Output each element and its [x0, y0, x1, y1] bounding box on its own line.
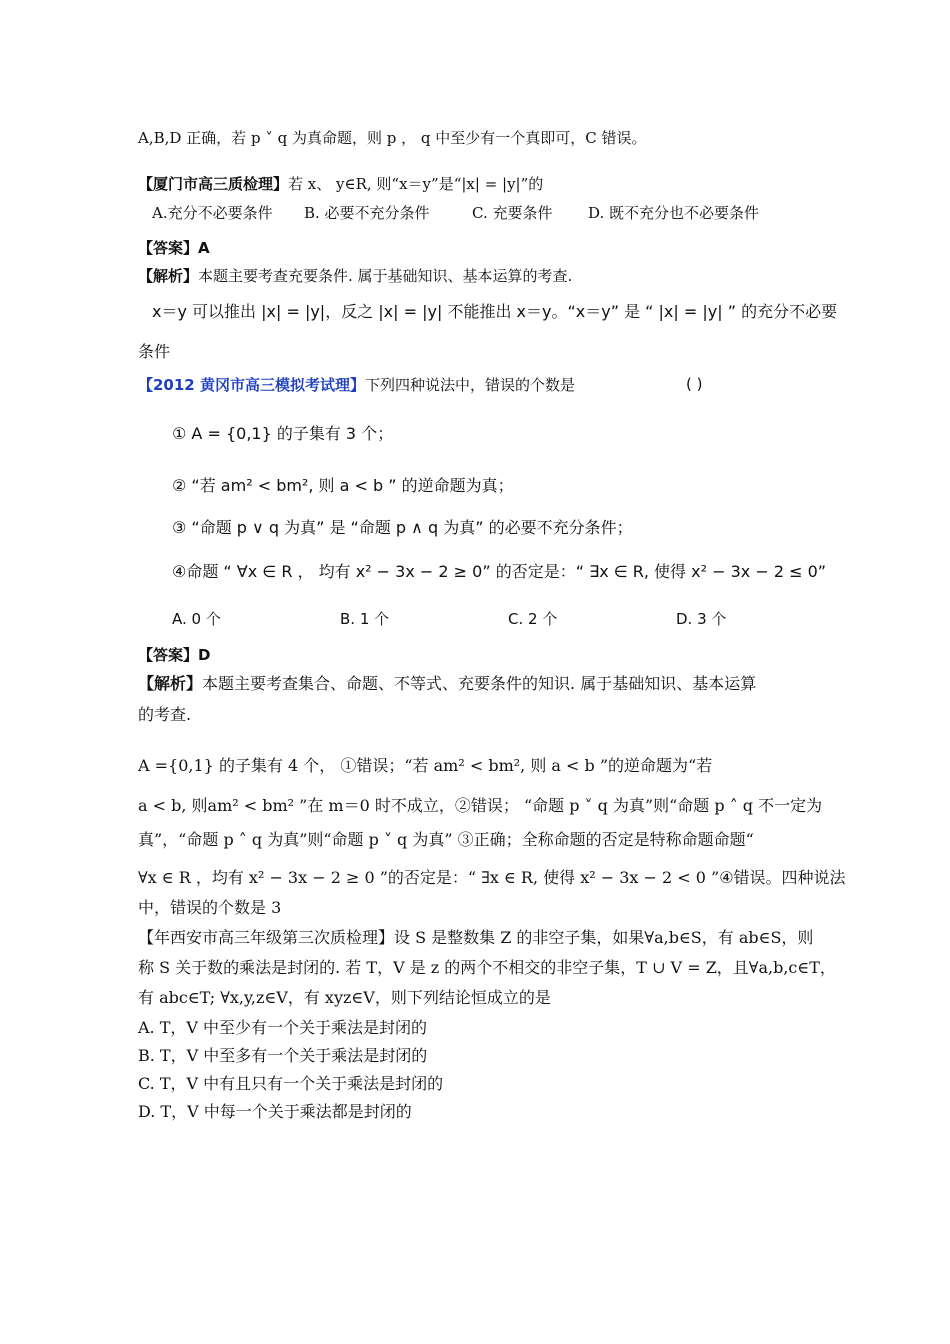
question-text: 下列四种说法中，错误的个数是 — [364, 376, 575, 394]
text-line: A,B,D 正确，若 p ˅ q 为真命题，则 p ， q 中至少有一个真即可，C 错误。 — [138, 129, 647, 147]
statement-2: ② “若 am² < bm², 则 a < b ” 的逆命题为真； — [172, 476, 514, 495]
answer-line — [138, 645, 210, 665]
option-b: B. T，V 中至多有一个关于乘法是封闭的 — [138, 1046, 428, 1065]
analysis-label: 【解析】 — [138, 674, 203, 693]
analysis-text: 本题主要考查集合、命题、不等式、充要条件的知识. 属于基础知识、基本运算 — [202, 674, 757, 693]
question-source: 【厦门市高三质检理】 — [138, 175, 289, 193]
analysis-line — [138, 266, 572, 286]
answer-value: A — [198, 239, 210, 257]
answer-label: 【答案】 — [138, 239, 199, 257]
option-c: C. T，V 中有且只有一个关于乘法是封闭的 — [138, 1074, 444, 1093]
analysis-text: x＝y 可以推出 |x| = |y|，反之 |x| = |y| 不能推出 x＝y。“x＝y” 是 “ |x| = |y| ” 的充分不必要 — [152, 302, 838, 321]
analysis-text: 中，错误的个数是 3 — [138, 898, 282, 917]
option-d: D. 既不充分也不必要条件 — [588, 204, 760, 222]
question-3-stem: 称 S 关于数的乘法是封闭的. 若 T，V 是 z 的两个不相交的非空子集，T ∪ V = Z，且∀a,b,c∈T， — [138, 958, 836, 977]
option-a: A. 0 个 — [172, 610, 221, 628]
analysis-label: 【解析】 — [138, 267, 199, 285]
question-3-stem: 有 abc∈T; ∀x,y,z∈V，有 xyz∈V，则下列结论恒成立的是 — [138, 988, 551, 1007]
option-d: D. T，V 中每一个关于乘法都是封闭的 — [138, 1102, 412, 1121]
option-b: B. 1 个 — [340, 610, 390, 628]
question-2-stem — [138, 375, 575, 395]
statement-1: ① A = {0,1} 的子集有 3 个； — [172, 424, 394, 443]
question-source: 【2012 黄冈市高三模拟考试理】 — [138, 376, 365, 394]
question-text: 若 x、 y∈R, 则“x＝y”是“|x| = |y|”的 — [288, 175, 544, 193]
analysis-line — [138, 674, 756, 694]
question-3-stem: 【年西安市高三年级第三次质检理】设 S 是整数集 Z 的非空子集，如果∀a,b∈S，有 ab∈S，则 — [138, 928, 814, 947]
answer-line — [138, 238, 210, 258]
statement-3: ③ “命题 p ∨ q 为真” 是 “命题 p ∧ q 为真” 的必要不充分条件； — [172, 518, 633, 537]
option-d: D. 3 个 — [676, 610, 727, 628]
analysis-text: a < b, 则am² < bm² ”在 m＝0 时不成立，②错误； “命题 p ˅ q 为真”则“命题 p ˄ q 不一定为 — [138, 796, 823, 815]
statement-4: ④命题 “ ∀x ∈ R ， 均有 x² − 3x − 2 ≥ 0” 的否定是：“ ∃x ∈ R, 使得 x² − 3x − 2 ≤ 0” — [172, 562, 827, 581]
answer-paren: ( ) — [686, 375, 703, 393]
analysis-text: A ={0,1} 的子集有 4 个， ①错误；“若 am² < bm², 则 a < b ”的逆命题为“若 — [138, 756, 713, 775]
analysis-text: 的考查. — [138, 705, 192, 724]
analysis-text: ∀x ∈ R ，均有 x² − 3x − 2 ≥ 0 ”的否定是：“ ∃x ∈ R, 使得 x² − 3x − 2 < 0 ”④错误。四种说法 — [138, 868, 846, 887]
question-1-stem — [138, 174, 543, 194]
option-c: C. 充要条件 — [472, 204, 553, 222]
analysis-text: 条件 — [138, 342, 171, 361]
option-c: C. 2 个 — [508, 610, 558, 628]
analysis-text: 真”，“命题 p ˄ q 为真”则“命题 p ˅ q 为真” ③正确；全称命题的否定是特称命题命题“ — [138, 830, 754, 849]
option-a: A. T，V 中至少有一个关于乘法是封闭的 — [138, 1018, 428, 1037]
answer-value: D — [198, 646, 211, 664]
option-a: A.充分不必要条件 — [152, 204, 273, 222]
option-b: B. 必要不充分条件 — [304, 204, 430, 222]
answer-label: 【答案】 — [138, 646, 199, 664]
analysis-text: 本题主要考查充要条件. 属于基础知识、基本运算的考查. — [198, 267, 573, 285]
